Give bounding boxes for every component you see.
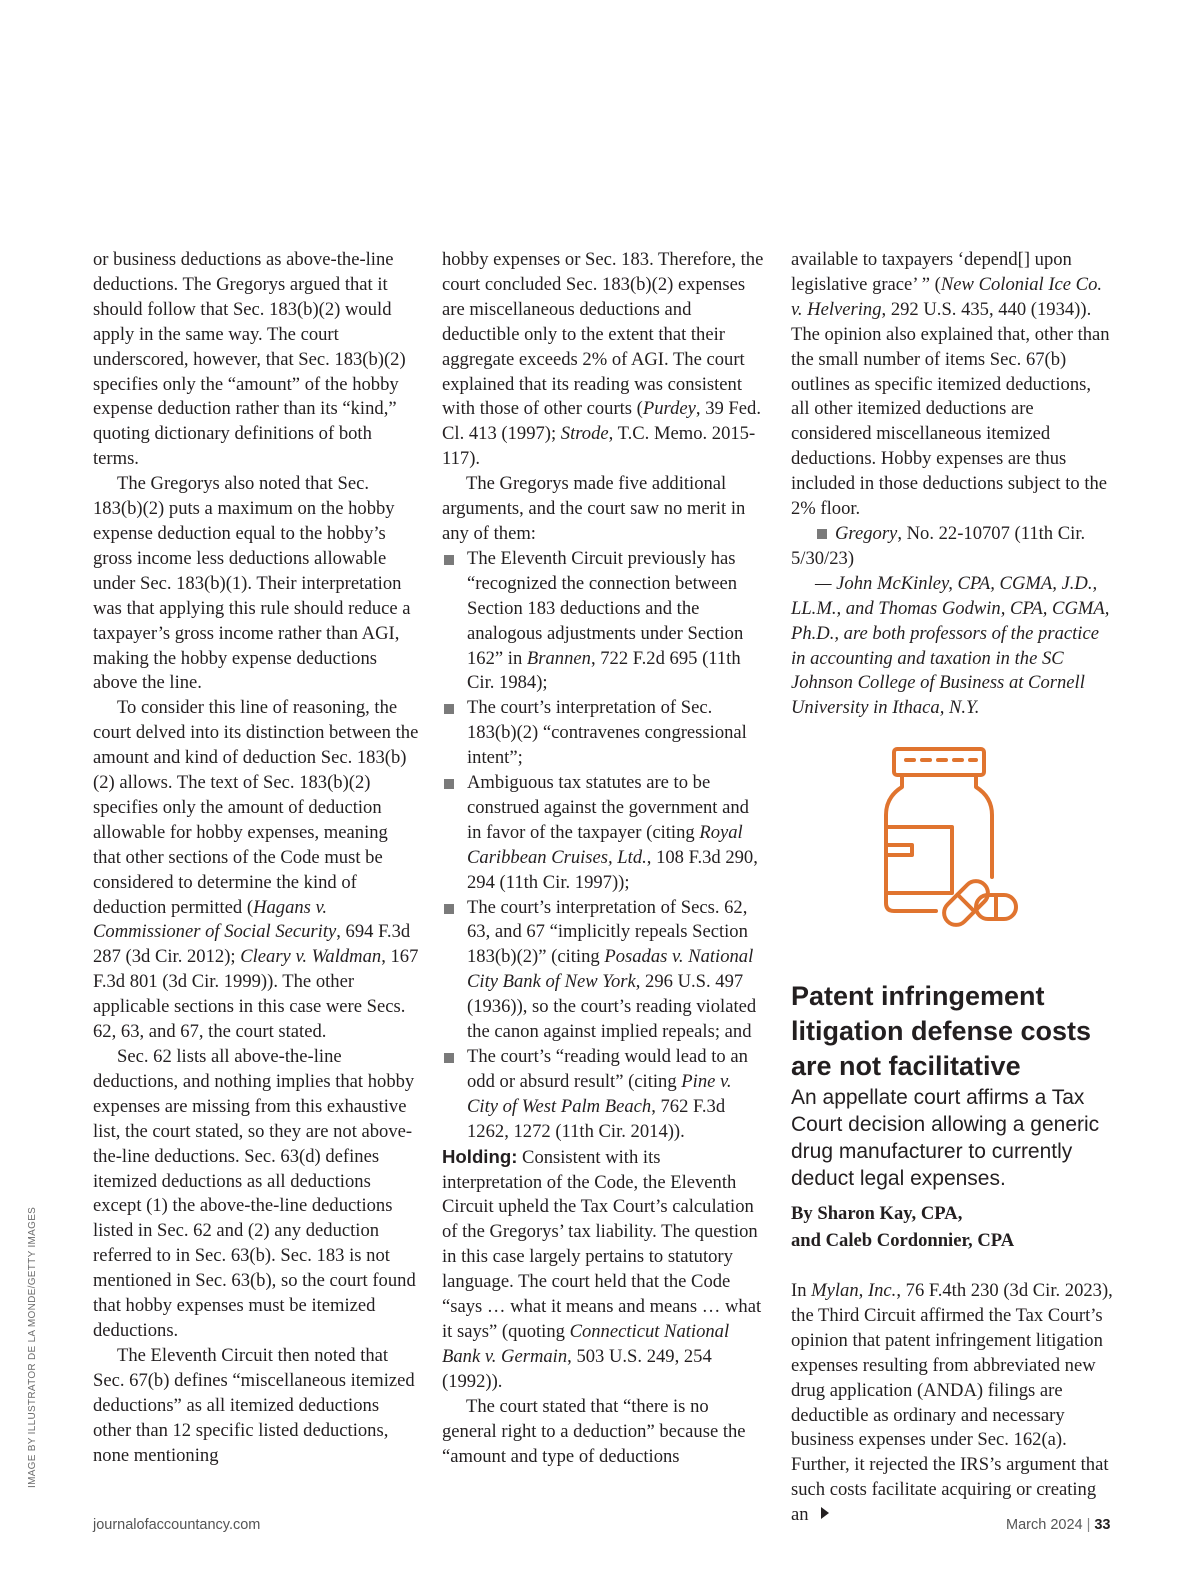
article-deck: An appellate court affirms a Tax Court decision allowing a generic drug manufacturer to currently deduct legal expenses. (791, 1086, 1100, 1191)
list-item: The court’s interpretation of Secs. 62, 63, and 67 “implicitly repeals Section 183(b)(2)” (citing Posadas v. National City Bank of New York, 296 U.S. 497 (1936)), so the court’s reading violated the canon against implied repeals; and (442, 896, 764, 1045)
paragraph: In Mylan, Inc., 76 F.4th 230 (3d Cir. 2023), the Third Circuit affirmed the Tax Court’s opinion that patent infringement litigation expenses resulting from abbreviated new drug application (ANDA) filings are deductible as ordinary and necessary business expenses under Sec. 162(a). Further, it rejected the IRS’s argument that such costs facilitate acquiring or creating an (791, 1280, 1113, 1526)
case-citation: Purdey (642, 398, 696, 420)
page-number: 33 (1094, 1517, 1111, 1533)
paragraph: available to taxpayers ‘depend[] upon legislative grace’ ” (New Colonial Ice Co. v. Helvering, 292 U.S. 435, 440 (1934)). The opinion also explained that, other than the small number of items Sec. 67(b) outlines as specific itemized deductions, all other itemized deductions are considered miscellaneous itemized deductions. Hobby expenses are thus included in those deductions subject to the 2% floor. (791, 249, 1110, 520)
paragraph: hobby expenses or Sec. 183. Therefore, the court concluded Sec. 183(b)(2) expenses are miscellaneous deductions and deductible only to the extent that their aggregate exceeds 2% of AGI. The court explained that its reading was consistent with those of other courts (Purdey, 39 Fed. Cl. 413 (1997); Strode, T.C. Memo. 2015-117). (442, 249, 764, 470)
bullet-square-icon (444, 904, 454, 914)
list-item: The court’s interpretation of Sec. 183(b)(2) “contravenes congressional intent”; (442, 696, 764, 771)
footer-website: journalofaccountancy.com (93, 1517, 261, 1533)
divider: | (1086, 1517, 1091, 1533)
case-citation: Strode (560, 423, 609, 445)
paragraph: To consider this line of reasoning, the court delved into its distinction between the amount and kind of deduction Sec. 183(b)(2) allows. The text of Sec. 183(b)(2) specifies only the amount of deduction allowable for hobby expenses, meaning that other sections of the Code must be considered to determine the kind of deduction permitted (Hagans v. Commissioner of Social Security, 694 F.3d 287 (3d Cir. 2012); Cleary v. Waldman, 167 F.3d 801 (3d Cir. 1999)). The other applicable sections in this case were Secs. 62, 63, and 67, the court stated. (93, 697, 419, 1043)
list-item: The Eleventh Circuit previously has “recognized the connection between Section 183 deductions and the analogous adjustments under Section 162” in Brannen, 722 F.2d 695 (11th Cir. 1984); (442, 547, 764, 696)
continue-arrow-icon (821, 1507, 829, 1519)
paragraph: or business deductions as above-the-line deductions. The Gregorys argued that it should follow that Sec. 183(b)(2) would apply in the same way. The court underscored, however, that Sec. 183(b)(2) specifies only the “amount” of the hobby expense deduction rather than its “kind,” quoting dictionary definitions of both terms. (93, 249, 406, 470)
case-citation: Cleary v. Waldman (240, 946, 382, 968)
article-column-2 (442, 248, 764, 1469)
footer-issue (1006, 1517, 1111, 1533)
paragraph: The Gregorys made five additional arguments, and the court saw no merit in any of them: (442, 473, 746, 544)
list-item: The court’s “reading would lead to an odd or absurd result” (citing Pine v. City of West Palm Beach, 762 F.3d 1262, 1272 (11th Cir. 2014)). (442, 1045, 764, 1145)
byline: and Caleb Cordonnier, CPA (791, 1230, 1015, 1252)
case-citation: Hagans v. Commissioner of Social Security (93, 896, 337, 943)
bullet-square-icon (817, 529, 827, 539)
bullet-square-icon (444, 704, 454, 714)
paragraph: The Gregorys also noted that Sec. 183(b)(2) puts a maximum on the hobby expense deduction equal to the hobby’s gross income less deductions allowable under Sec. 183(b)(1). Their interpretation was that applying this rule should reduce a taxpayer’s gross income rather than AGI, making the hobby expense deductions above the line. (93, 473, 411, 694)
paragraph: Sec. 62 lists all above-the-line deductions, and nothing implies that hobby expenses are missing from this exhaustive list, the court stated, so they are not above-the-line deductions. Sec. 63(d) defines itemized deductions as all deductions except (1) the above-the-line deductions listed in Sec. 62 and (2) any deduction referred to in Sec. 63(b). Sec. 183 is not mentioned in Sec. 63(b), so the court found that hobby expenses must be itemized deductions. (93, 1046, 416, 1341)
article-headline: Patent infringement litigation defense costs are not facilitative (791, 981, 1092, 1082)
holding-label: Holding: (442, 1145, 518, 1167)
list-item: Ambiguous tax statutes are to be construed against the government and in favor of the taxpayer (citing Royal Caribbean Cruises, Ltd., 108 F.3d 290, 294 (11th Cir. 1997)); (442, 771, 764, 896)
holding-paragraph: Holding: Consistent with its interpretation of the Code, the Eleventh Circuit upheld the Tax Court’s calculation of the Gregorys’ tax liability. The question in this case largely pertains to statutory language. The court held that the Code “says … what it means and means … what it says” (quoting Connecticut National Bank v. Germain, 503 U.S. 249, 254 (1992)). (442, 1145, 762, 1392)
author-bio: — John McKinley, CPA, CGMA, J.D., LL.M., and Thomas Godwin, CPA, CGMA, Ph.D., are both professors of the practice in accounting and taxation in the SC Johnson College of Business at Cornell University in Ithaca, N.Y. (791, 572, 1110, 719)
article-column-1 (93, 248, 419, 1468)
image-credit: IMAGE BY ILLUSTRATOR DE LA MONDE/GETTY IMAGES (27, 1206, 38, 1488)
paragraph: The Eleventh Circuit then noted that Sec. 67(b) defines “miscellaneous itemized deductions” as all itemized deductions other than 12 specific listed deductions, none mentioning (93, 1344, 415, 1466)
bullet-square-icon (444, 1053, 454, 1063)
byline: By Sharon Kay, CPA, (791, 1203, 963, 1225)
paragraph: The court stated that “there is no general right to a deduction” because the “amount and type of deductions (442, 1395, 746, 1467)
medicine-bottle-icon (884, 745, 1024, 927)
bullet-square-icon (444, 779, 454, 789)
issue-date: March 2024 (1006, 1517, 1083, 1533)
case-cite: Gregory, No. 22-10707 (11th Cir. 5/30/23) (791, 522, 1086, 569)
bullet-square-icon (444, 555, 454, 565)
